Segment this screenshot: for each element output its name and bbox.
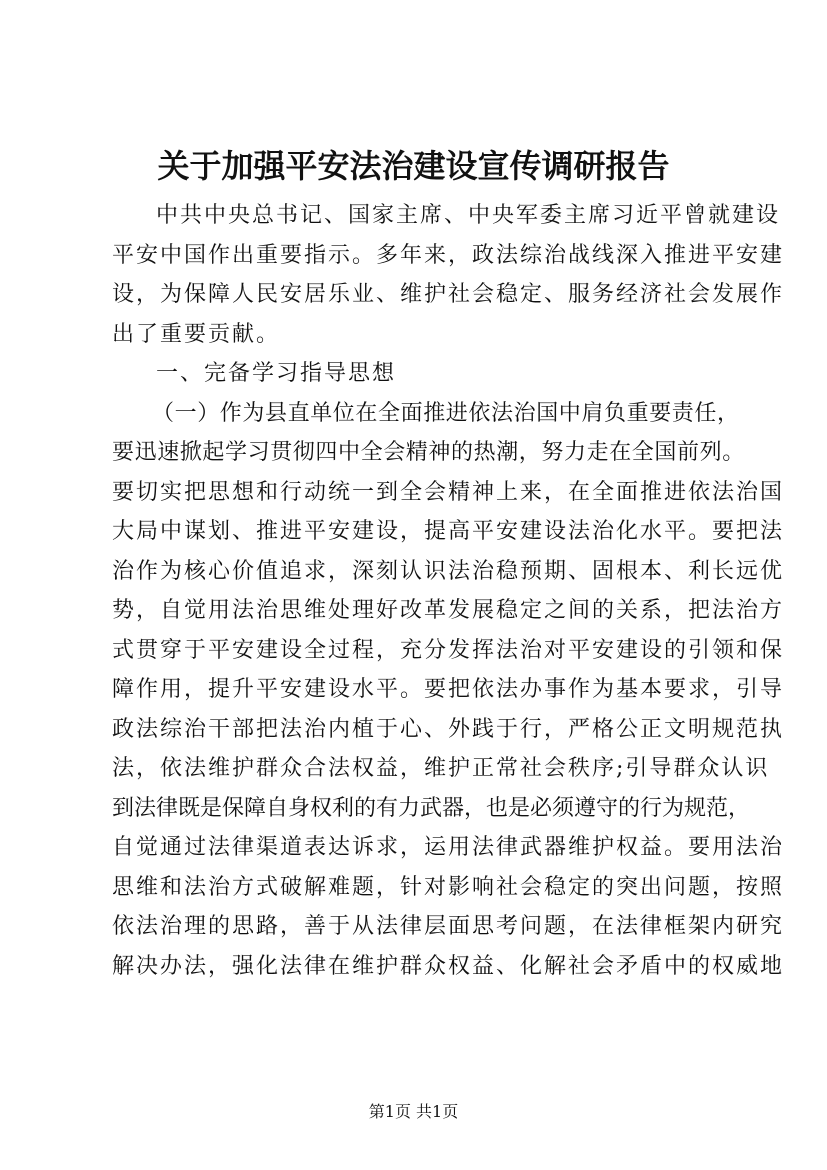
- body-line: 出了重要贡献。: [112, 321, 281, 347]
- body-line: 治作为核心价值追求，深刻认识法治稳预期、固根本、利长远优: [112, 558, 785, 584]
- body-line: （一）作为县直单位在全面推进依法治国中肩负重要责任，: [152, 400, 740, 426]
- document-body: [112, 196, 785, 986]
- body-line: 依法治理的思路，善于从法律层面思考问题，在法律框架内研究: [112, 914, 785, 939]
- body-line: 要切实把思想和行动统一到全会精神上来，在全面推进依法治国: [112, 479, 785, 505]
- body-line: 解决办法，强化法律在维护群众权益、化解社会矛盾中的权威地: [112, 953, 785, 979]
- section-heading: 一、完备学习指导思想: [156, 361, 397, 386]
- page-number: 第1页 共1页: [368, 1102, 459, 1121]
- body-line: 设，为保障人民安居乐业、维护社会稳定、服务经济社会发展作: [112, 282, 785, 307]
- body-line: 思维和法治方式破解难题，针对影响社会稳定的突出问题，按照: [112, 874, 785, 900]
- document-title: 关于加强平安法治建设宣传调研报告: [157, 147, 670, 185]
- body-line: 障作用，提升平安建设水平。要把依法办事作为基本要求，引导: [112, 677, 785, 702]
- body-line: 政法综治干部把法治内植于心、外践于行，严格公正文明规范执: [112, 716, 785, 742]
- body-line: 式贯穿于平安建设全过程，充分发挥法治对平安建设的引领和保: [112, 637, 785, 663]
- body-line: 平安中国作出重要指示。多年来，政法综治战线深入推进平安建: [112, 242, 785, 268]
- body-line: 势，自觉用法治思维处理好改革发展稳定之间的关系，把法治方: [112, 598, 785, 623]
- body-line: 法，依法维护群众合法权益，维护正常社会秩序;引导群众认识: [112, 756, 770, 781]
- body-line: 要迅速掀起学习贯彻四中全会精神的热潮，努力走在全国前列。: [112, 440, 745, 465]
- body-line: 到法律既是保障自身权利的有力武器，也是必须遵守的行为规范，: [112, 795, 751, 821]
- body-line: 大局中谋划、推进平安建设，提高平安建设法治化水平。要把法: [112, 519, 785, 544]
- body-line: 中共中央总书记、国家主席、中央军委主席习近平曾就建设: [156, 203, 781, 228]
- body-line: 自觉通过法律渠道表达诉求，运用法律武器维护权益。要用法治: [112, 835, 785, 860]
